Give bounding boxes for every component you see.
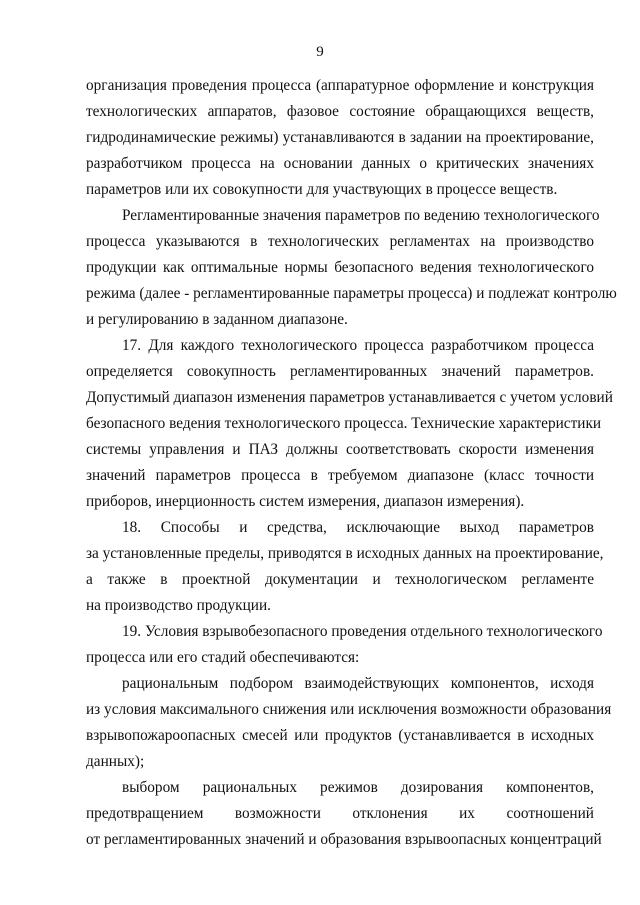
- text-line: от регламентированных значений и образования взрывоопасных концентраций: [86, 831, 602, 848]
- text-line: выбором рациональных режимов дозирования компонентов,: [122, 779, 594, 796]
- text-line: системы управления и ПАЗ должны соответствовать скорости изменения: [86, 441, 594, 458]
- text-line: приборов, инерционность систем измерения, диапазон измерения).: [86, 493, 525, 510]
- text-line: а также в проектной документации и технологическом регламенте: [86, 571, 594, 588]
- text-line: за установленные пределы, приводятся в исходных данных на проектирование,: [86, 545, 604, 562]
- paragraph-condition-1: [86, 671, 612, 775]
- text-line: безопасного ведения технологического процесса. Технические характеристики: [86, 415, 602, 432]
- text-line: процесса указываются в технологических регламентах на производство: [86, 233, 594, 250]
- text-line: данных);: [86, 753, 145, 770]
- paragraph-item-17: [86, 333, 613, 515]
- text-line: предотвращением возможности отклонения их соотношений: [86, 805, 594, 822]
- paragraph-item-18: [86, 515, 604, 619]
- text-line: определяется совокупность регламентированных значений параметров.: [86, 363, 594, 380]
- text-line: из условия максимального снижения или исключения возможности образования: [86, 701, 612, 718]
- text-line: продукции как оптимальные нормы безопасного ведения технологического: [86, 259, 594, 276]
- text-line: технологических аппаратов, фазовое состояние обращающихся веществ,: [86, 103, 594, 120]
- text-line: Допустимый диапазон изменения параметров устанавливается с учетом условий: [86, 389, 613, 406]
- text-line: рациональным подбором взаимодействующих компонентов, исходя: [122, 675, 594, 692]
- paragraph-item-19: [86, 619, 603, 671]
- paragraph-2: [86, 203, 617, 333]
- text-line: 19. Условия взрывобезопасного проведения отдельного технологического: [122, 623, 603, 640]
- document-body: [86, 73, 617, 853]
- text-line: взрывопожароопасных смесей или продуктов (устанавливается в исходных: [86, 727, 594, 744]
- text-line: 18. Способы и средства, исключающие выход параметров: [122, 519, 594, 536]
- text-line: Регламентированные значения параметров по ведению технологического: [122, 207, 600, 224]
- text-line: гидродинамические режимы) устанавливаются в задании на проектирование,: [86, 129, 594, 146]
- text-line: процесса или его стадий обеспечиваются:: [86, 649, 360, 666]
- text-line: на производство продукции.: [86, 597, 271, 614]
- text-line: 17. Для каждого технологического процесса разработчиком процесса: [122, 337, 594, 354]
- page-number: 9: [316, 44, 324, 60]
- text-line: разработчиком процесса на основании данных о критических значениях: [86, 155, 594, 172]
- paragraph-1: [86, 73, 594, 203]
- paragraph-condition-2: [86, 775, 602, 853]
- text-line: значений параметров процесса в требуемом диапазоне (класс точности: [86, 467, 594, 484]
- text-line: параметров или их совокупности для участвующих в процессе веществ.: [86, 181, 558, 198]
- text-line: и регулированию в заданном диапазоне.: [86, 311, 348, 328]
- text-line: организация проведения процесса (аппаратурное оформление и конструкция: [86, 77, 594, 94]
- text-line: режима (далее - регламентированные параметры процесса) и подлежат контролю: [86, 285, 617, 302]
